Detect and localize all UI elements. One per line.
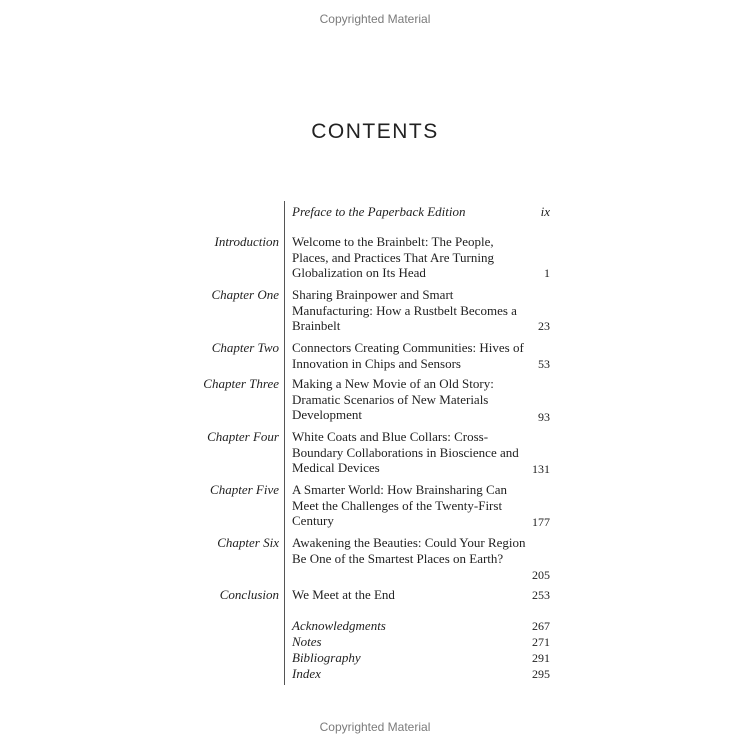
toc-title: Sharing Brainpower and Smart Manufacturing: How a Rustbelt Becomes a Brainbelt — [292, 287, 517, 333]
toc-label: Chapter Four — [207, 429, 279, 444]
toc-label: Chapter Two — [211, 340, 279, 355]
toc-label: Chapter One — [211, 287, 279, 302]
toc-page-number: 205 — [532, 568, 550, 582]
toc-page-number: 131 — [532, 462, 550, 476]
toc-title: Making a New Movie of an Old Story: Dramatic Scenarios of New Materials Development — [292, 376, 494, 422]
toc-title: Awakening the Beauties: Could Your Region Be One of the Smartest Places on Earth? — [292, 535, 526, 566]
copyright-watermark-bottom: Copyrighted Material — [319, 720, 431, 734]
toc-page-number: 177 — [532, 515, 550, 529]
toc-title: White Coats and Blue Collars: Cross-Boundary Collaborations in Bioscience and Medical Devices — [292, 429, 519, 475]
toc-page-number: 291 — [532, 651, 550, 665]
toc-title: We Meet at the End — [292, 587, 395, 602]
copyright-watermark-top: Copyrighted Material — [319, 12, 431, 26]
toc-page-number: 93 — [538, 410, 550, 424]
toc-page-number: 295 — [532, 667, 550, 681]
toc-page-number: 23 — [538, 319, 550, 333]
toc-page-number: 53 — [538, 357, 550, 371]
toc-label: Conclusion — [219, 587, 279, 602]
toc-page-number: 271 — [532, 635, 550, 649]
toc-label: Chapter Six — [217, 535, 279, 550]
toc-title: Index — [292, 666, 321, 681]
toc-page-number: 253 — [532, 588, 550, 602]
toc-title: Bibliography — [292, 650, 361, 665]
toc-label: Chapter Five — [210, 482, 279, 497]
toc-title: Preface to the Paperback Edition — [292, 204, 466, 219]
contents-heading: CONTENTS — [311, 120, 439, 143]
vertical-rule — [284, 201, 285, 685]
toc-page-number: ix — [540, 204, 550, 219]
toc-page-number: 1 — [544, 266, 550, 280]
toc-label: Chapter Three — [203, 376, 279, 391]
toc-title: Welcome to the Brainbelt: The People, Places, and Practices That Are Turning Globalization on Its Head — [292, 234, 494, 280]
toc-title: A Smarter World: How Brainsharing Can Meet the Challenges of the Twenty-First Century — [292, 482, 507, 528]
toc-label: Introduction — [214, 234, 279, 249]
toc-title: Connectors Creating Communities: Hives of Innovation in Chips and Sensors — [292, 340, 524, 371]
toc-page-number: 267 — [532, 619, 550, 633]
toc-title: Notes — [292, 634, 322, 649]
toc-title: Acknowledgments — [292, 618, 386, 633]
